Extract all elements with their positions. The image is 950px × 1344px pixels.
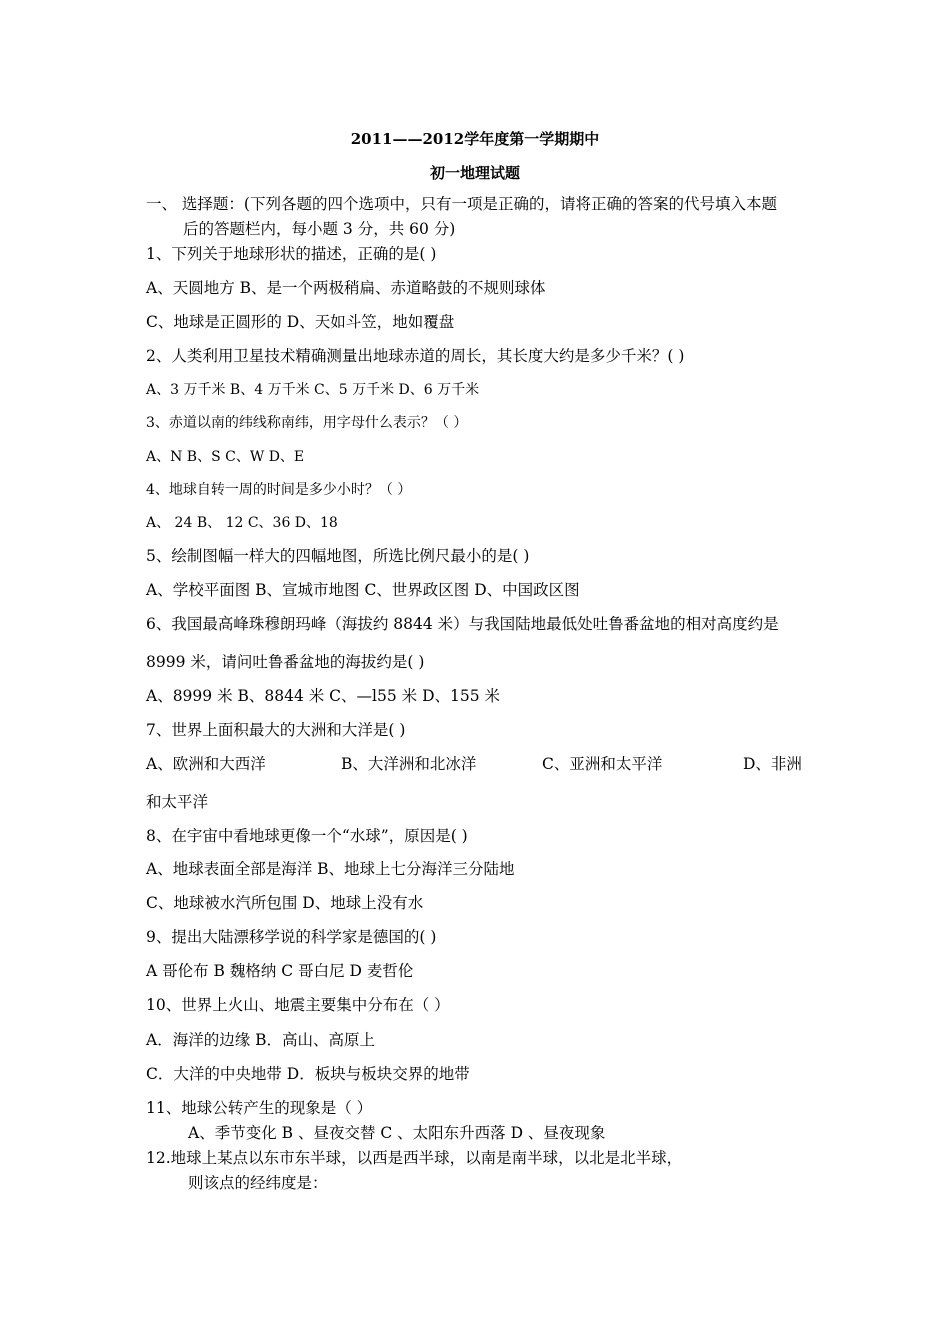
question-1-options-ab: A、天圆地方 B、是一个两极稍扁、赤道略鼓的不规则球体: [146, 279, 546, 297]
question-3-options: A、N B、S C、W D、E: [146, 449, 305, 465]
question-5-stem: 5、绘制图幅一样大的四幅地图，所选比例尺最小的是( ): [146, 547, 530, 565]
exam-subtitle: 初一地理试题: [429, 164, 520, 182]
question-7-option-d-continued: 和太平洋: [146, 793, 209, 811]
question-1-stem: 1、下列关于地球形状的描述，正确的是( ): [146, 245, 437, 263]
question-6-stem-line2: 8999 米，请问吐鲁番盆地的海拔约是( ): [146, 653, 425, 671]
question-3-stem: 3、赤道以南的纬线称南纬，用字母什么表示？（ ）: [146, 415, 468, 431]
question-5-options: A、学校平面图 B、宣城市地图 C、世界政区图 D、中国政区图: [146, 581, 580, 599]
question-10-stem: 10、世界上火山、地震主要集中分布在（ ）: [146, 996, 450, 1014]
question-4-options: A、 24 B、 12 C、36 D、18: [146, 515, 338, 531]
question-6-options: A、8999 米 B、8844 米 C、—l55 米 D、155 米: [146, 687, 501, 705]
question-12-stem-line2: 则该点的经纬度是：: [188, 1174, 328, 1192]
question-9-options: A 哥伦布 B 魏格纳 C 哥白尼 D 麦哲伦: [146, 962, 414, 980]
question-11-options: A、季节变化 B 、昼夜交替 C 、太阳东升西落 D 、昼夜现象: [188, 1124, 606, 1142]
question-8-options-cd: C、地球被水汽所包围 D、地球上没有水: [146, 894, 424, 912]
question-6-stem-line1: 6、我国最高峰珠穆朗玛峰（海拔约 8844 米）与我国陆地最低处吐鲁番盆地的相对高度约是: [146, 615, 779, 633]
question-7-option-b: B、大洋洲和北冰洋: [341, 755, 477, 773]
question-8-options-ab: A、地球表面全部是海洋 B、地球上七分海洋三分陆地: [146, 860, 515, 878]
section-instruction-line2: 后的答题栏内，每小题 3 分，共 60 分): [183, 220, 456, 238]
question-7-stem: 7、世界上面积最大的大洲和大洋是( ): [146, 721, 406, 739]
question-12-stem: 12.地球上某点以东市东半球，以西是西半球，以南是南半球，以北是北半球，: [146, 1149, 683, 1167]
question-1-options-cd: C、地球是正圆形的 D、天如斗笠，地如覆盘: [146, 313, 455, 331]
section-instruction-line1: 一、 选择题：(下列各题的四个选项中，只有一项是正确的，请将正确的答案的代号填入本题: [146, 195, 777, 213]
question-8-stem: 8、在宇宙中看地球更像一个“水球”，原因是( ): [146, 827, 468, 845]
question-4-stem: 4、地球自转一周的时间是多少小时？（ ）: [146, 482, 412, 498]
exam-title: 2011——2012学年度第一学期期中: [350, 130, 600, 148]
question-2-options: A、3 万千米 B、4 万千米 C、5 万千米 D、6 万千米: [146, 382, 480, 398]
question-7-option-d: D、非洲: [743, 755, 802, 773]
question-10-options-cd: C．大洋的中央地带 D．板块与板块交界的地带: [146, 1065, 470, 1083]
question-11-stem: 11、地球公转产生的现象是（ ）: [146, 1099, 373, 1117]
question-7-option-a: A、欧洲和大西洋: [146, 755, 266, 773]
question-10-options-ab: A．海洋的边缘 B．高山、高原上: [146, 1031, 376, 1049]
question-9-stem: 9、提出大陆漂移学说的科学家是德国的( ): [146, 928, 437, 946]
question-2-stem: 2、人类利用卫星技术精确测量出地球赤道的周长，其长度大约是多少千米？( ): [146, 347, 685, 365]
question-7-option-c: C、亚洲和太平洋: [542, 755, 663, 773]
